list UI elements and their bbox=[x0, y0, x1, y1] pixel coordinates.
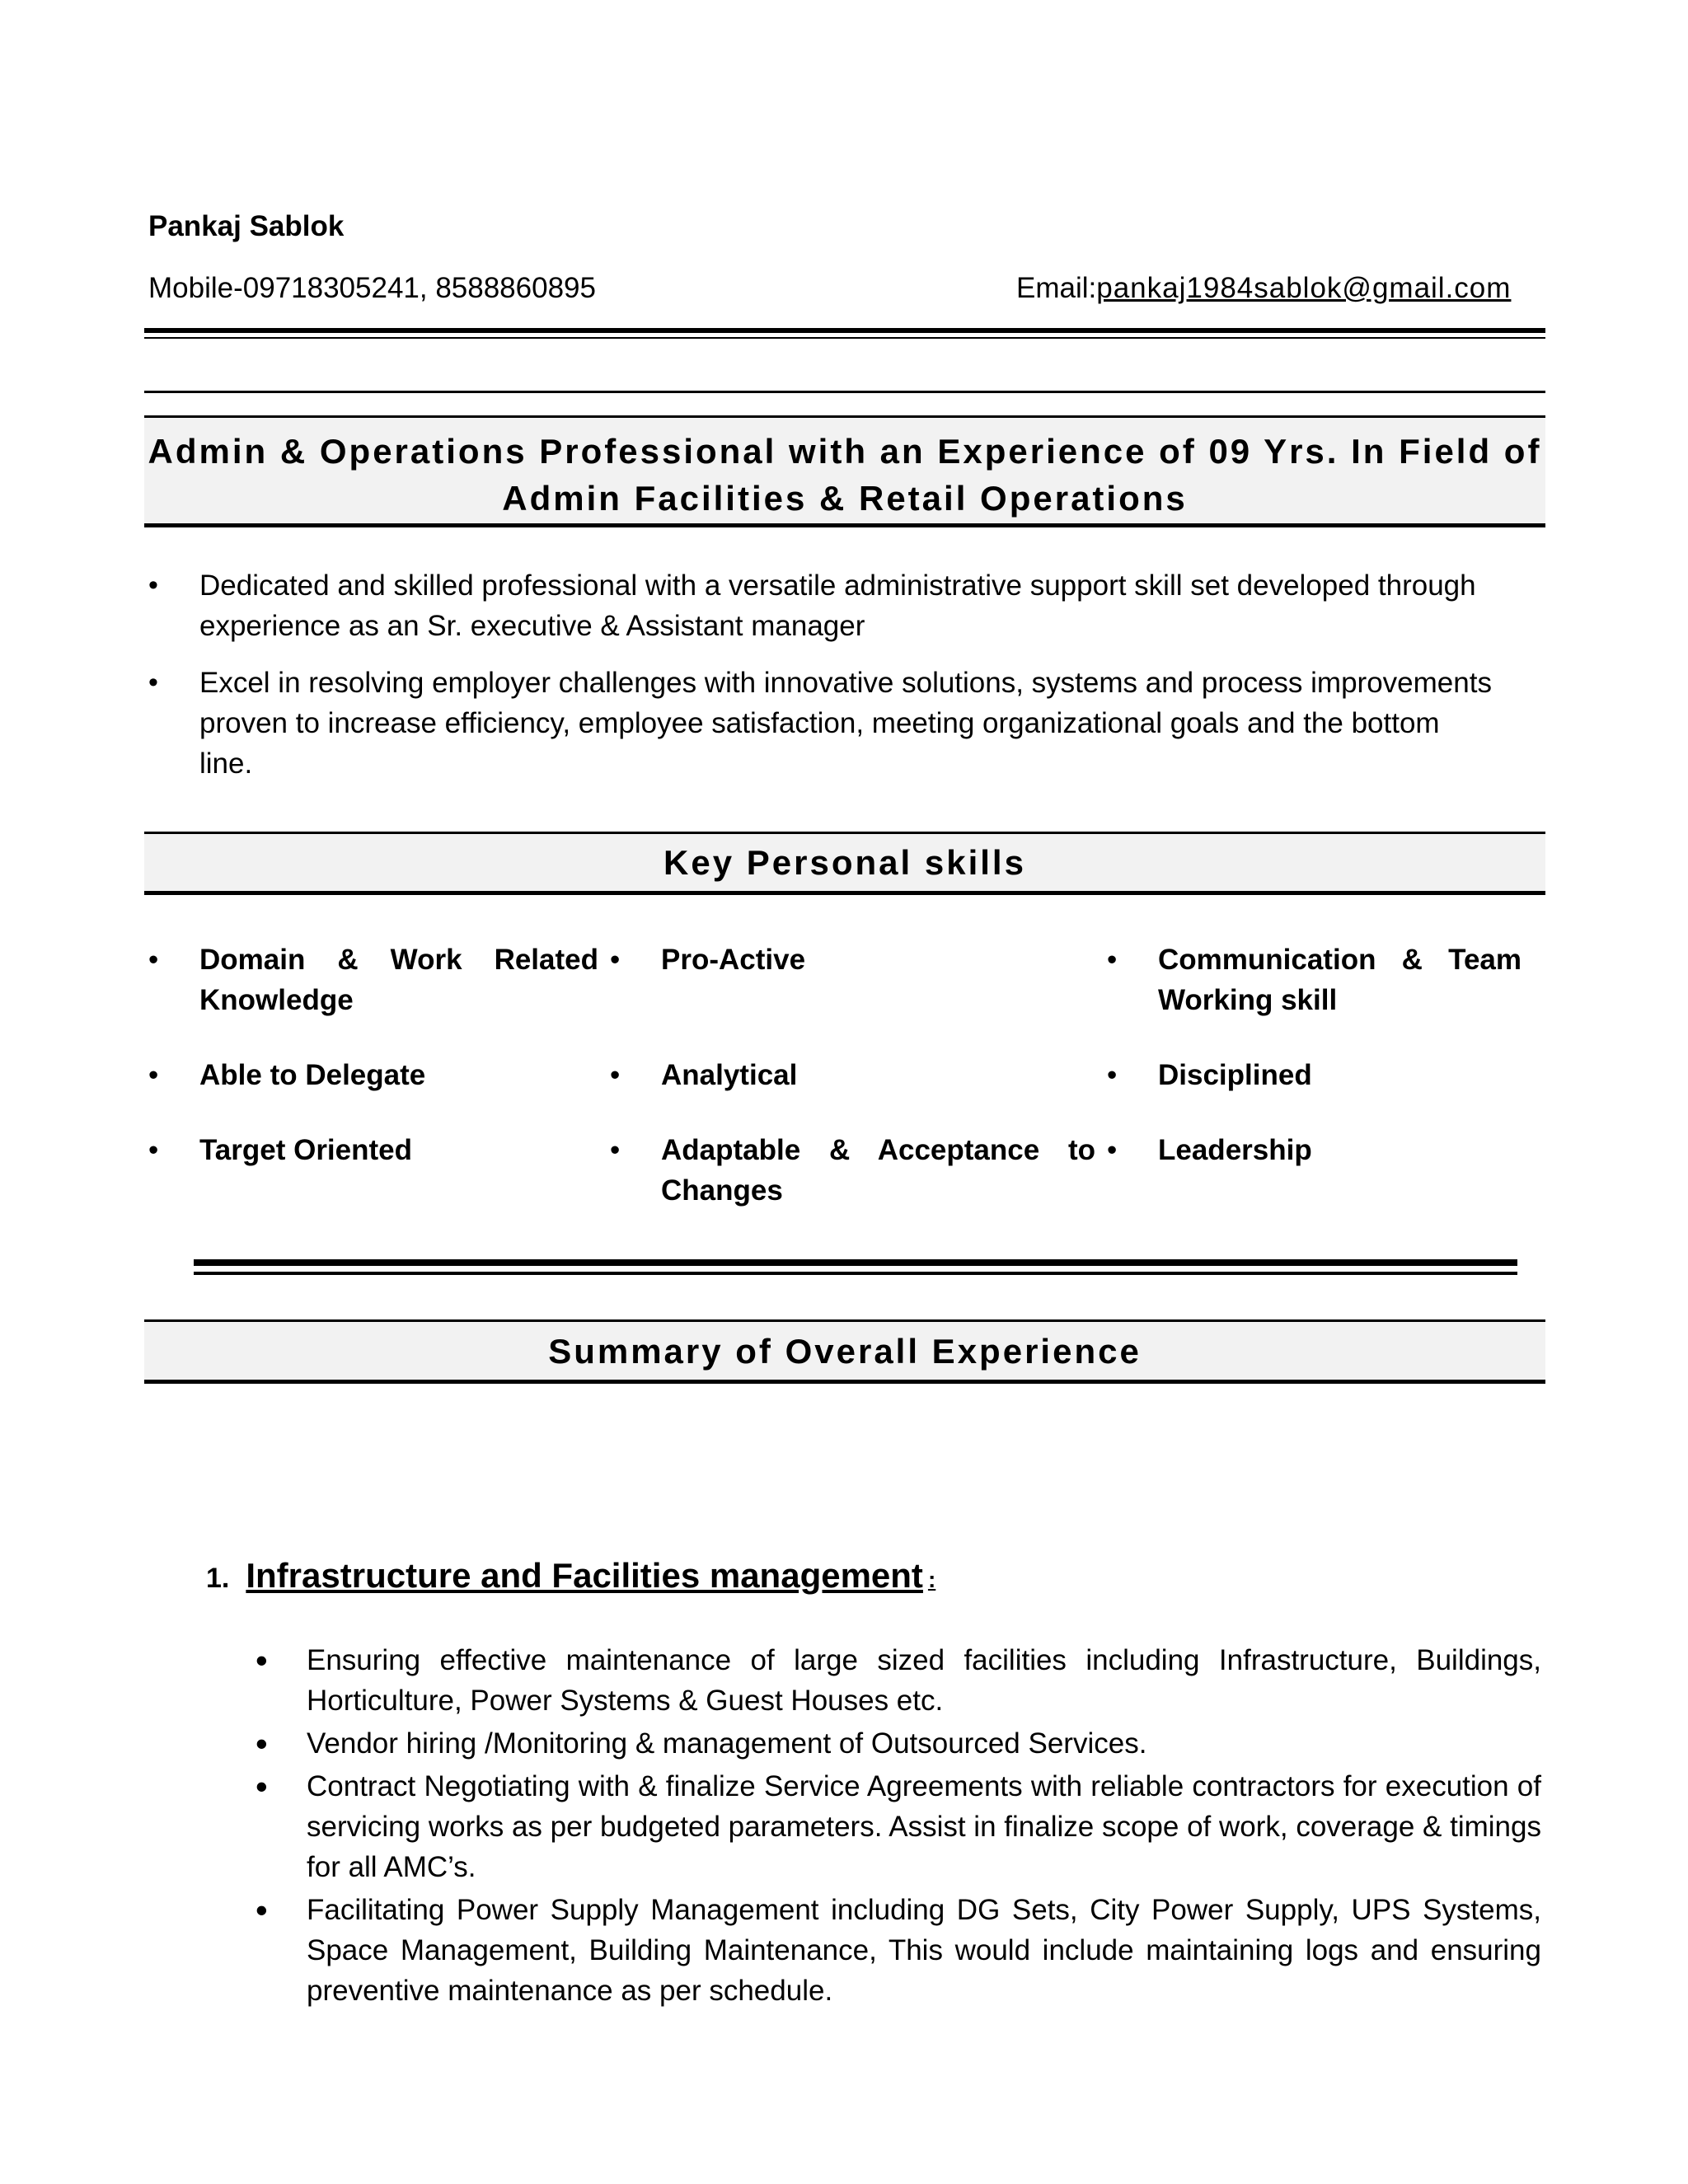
email-line bbox=[1016, 272, 1511, 305]
profile-summary-list bbox=[148, 565, 1500, 800]
headline-line-1: Admin & Operations Professional with an Experience of 09 Yrs. In Field of bbox=[148, 432, 1542, 471]
divider-thick bbox=[194, 1259, 1517, 1266]
skill-item: • Target Oriented bbox=[148, 1130, 610, 1211]
experience-heading bbox=[206, 1556, 935, 1596]
duty-bullet: • Ensuring effective maintenance of large sized facilities including Infrastructure, Buildings, Horticulture, Power Systems & Guest Houses etc. bbox=[256, 1640, 1541, 1721]
mobile-numbers: Mobile-09718305241, 8588860895 bbox=[148, 272, 596, 304]
skill-item: • Communication & Team Working skill bbox=[1107, 940, 1533, 1020]
skill-item: • Adaptable & Acceptance to Changes bbox=[610, 1130, 1107, 1211]
profile-bullet: • Dedicated and skilled professional with a versatile administrative support skill set developed through experience as an Sr. executive & Assistant manager bbox=[148, 565, 1500, 646]
headline-band bbox=[144, 415, 1545, 527]
skills-grid bbox=[148, 940, 1533, 1211]
email-label: Email: bbox=[1016, 272, 1097, 304]
duty-bullet: • Vendor hiring /Monitoring & management of Outsourced Services. bbox=[256, 1723, 1541, 1764]
experience-colon: : bbox=[927, 1567, 936, 1592]
experience-number: 1. bbox=[206, 1563, 230, 1594]
skill-item: • Disciplined bbox=[1107, 1055, 1533, 1095]
divider-thin bbox=[194, 1272, 1517, 1275]
candidate-name: Pankaj Sablok bbox=[148, 210, 345, 242]
skill-item: • Leadership bbox=[1107, 1130, 1533, 1211]
divider-single bbox=[144, 391, 1545, 393]
email-link[interactable]: pankaj1984sablok@gmail.com bbox=[1096, 272, 1512, 304]
duty-bullet: • Contract Negotiating with & finalize Service Agreements with reliable contractors for execution of servicing works as per budgeted parameters. Assist in finalize scope of work, coverage & timings for all AMC’s. bbox=[256, 1766, 1541, 1887]
skill-item: • Able to Delegate bbox=[148, 1055, 610, 1095]
experience-title: Infrastructure and Facilities management bbox=[246, 1556, 923, 1595]
divider-thin bbox=[144, 337, 1545, 339]
duty-bullet: • Facilitating Power Supply Management including DG Sets, City Power Supply, UPS Systems, Space Management, Building Maintenance, This would include maintaining logs and ensuring preventive maintenance as per schedule. bbox=[256, 1890, 1541, 2011]
experience-duties-list bbox=[256, 1640, 1541, 2013]
skills-section-header bbox=[144, 832, 1545, 895]
summary-section-title: Summary of Overall Experience bbox=[548, 1332, 1142, 1371]
skill-item: • Domain & Work Related Knowledge bbox=[148, 940, 610, 1020]
summary-section-header bbox=[144, 1319, 1545, 1384]
divider-thick bbox=[144, 328, 1545, 333]
skill-item: • Pro-Active bbox=[610, 940, 1107, 1020]
skill-item: • Analytical bbox=[610, 1055, 1107, 1095]
headline-line-2: Admin Facilities & Retail Operations bbox=[502, 479, 1188, 518]
profile-bullet: • Excel in resolving employer challenges with innovative solutions, systems and process improvements proven to increase efficiency, employee satisfaction, meeting organizational goals and the bottom line. bbox=[148, 663, 1500, 784]
skills-section-title: Key Personal skills bbox=[663, 843, 1026, 882]
